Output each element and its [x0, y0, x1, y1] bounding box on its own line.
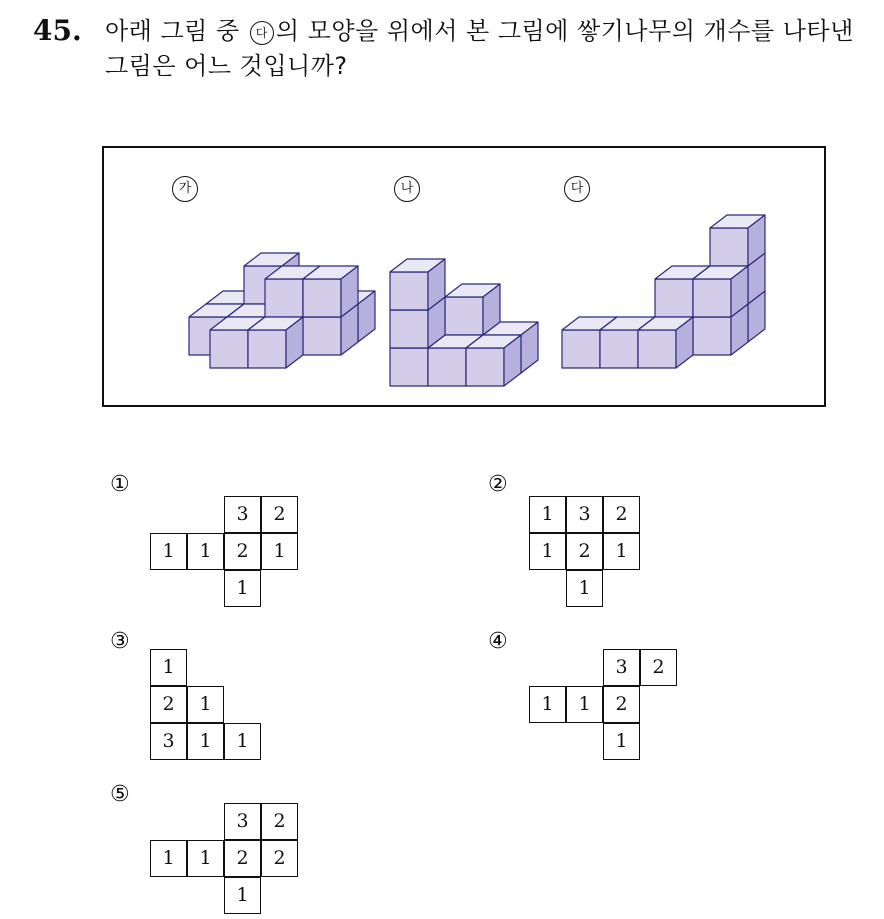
question-text	[105, 14, 875, 84]
grid-cell: 2	[603, 496, 640, 533]
grid-cell: 1	[603, 723, 640, 760]
question-text-before: 아래 그림 중	[105, 17, 240, 45]
cube-figures	[104, 148, 824, 405]
figure-box	[102, 146, 826, 407]
grid-cell: 2	[224, 840, 261, 877]
figure-label-na: 나	[394, 176, 420, 202]
grid-cell: 2	[261, 840, 298, 877]
grid-cell: 1	[566, 570, 603, 607]
grid-cell: 3	[150, 723, 187, 760]
grid-cell: 1	[224, 570, 261, 607]
grid-cell: 2	[261, 803, 298, 840]
grid-cell: 2	[566, 533, 603, 570]
grid-cell: 1	[187, 840, 224, 877]
grid-cell: 1	[261, 533, 298, 570]
grid-cell: 2	[603, 686, 640, 723]
cube	[303, 266, 358, 317]
grid-cell: 1	[150, 649, 187, 686]
grid-cell: 3	[566, 496, 603, 533]
figure-label-ga: 가	[172, 176, 198, 202]
grid-cell: 2	[150, 686, 187, 723]
grid-cell: 1	[224, 723, 261, 760]
cube	[390, 259, 445, 310]
grid-cell: 3	[224, 803, 261, 840]
grid-cell: 1	[150, 840, 187, 877]
grid-cell: 3	[603, 649, 640, 686]
figure-label-da: 다	[564, 176, 590, 202]
grid-cell: 1	[566, 686, 603, 723]
cube	[248, 317, 303, 368]
grid-cell: 1	[187, 533, 224, 570]
option-1-marker: ①	[110, 472, 130, 497]
cube	[638, 317, 693, 368]
grid-cell: 2	[224, 533, 261, 570]
grid-cell: 1	[603, 533, 640, 570]
cube	[693, 266, 748, 317]
cube	[710, 215, 765, 266]
grid-cell: 1	[187, 686, 224, 723]
option-5-marker: ⑤	[110, 782, 130, 807]
grid-cell: 1	[150, 533, 187, 570]
cube	[445, 284, 500, 335]
grid-cell: 2	[261, 496, 298, 533]
question-number: 45.	[33, 14, 82, 47]
option-2-marker: ②	[488, 472, 508, 497]
cube	[466, 335, 521, 386]
grid-cell: 3	[224, 496, 261, 533]
option-3-marker: ③	[110, 629, 130, 654]
question-text-after: 의 모양을 위에서 본 그림에 쌓기나무의 개수를 나타낸 그림은 어느 것입니까?	[105, 17, 854, 80]
grid-cell: 1	[187, 723, 224, 760]
circled-ref-label: 다	[250, 21, 274, 45]
grid-cell: 2	[640, 649, 677, 686]
option-4-marker: ④	[488, 629, 508, 654]
grid-cell: 1	[529, 496, 566, 533]
grid-cell: 1	[224, 877, 261, 914]
grid-cell: 1	[529, 533, 566, 570]
grid-cell: 1	[529, 686, 566, 723]
